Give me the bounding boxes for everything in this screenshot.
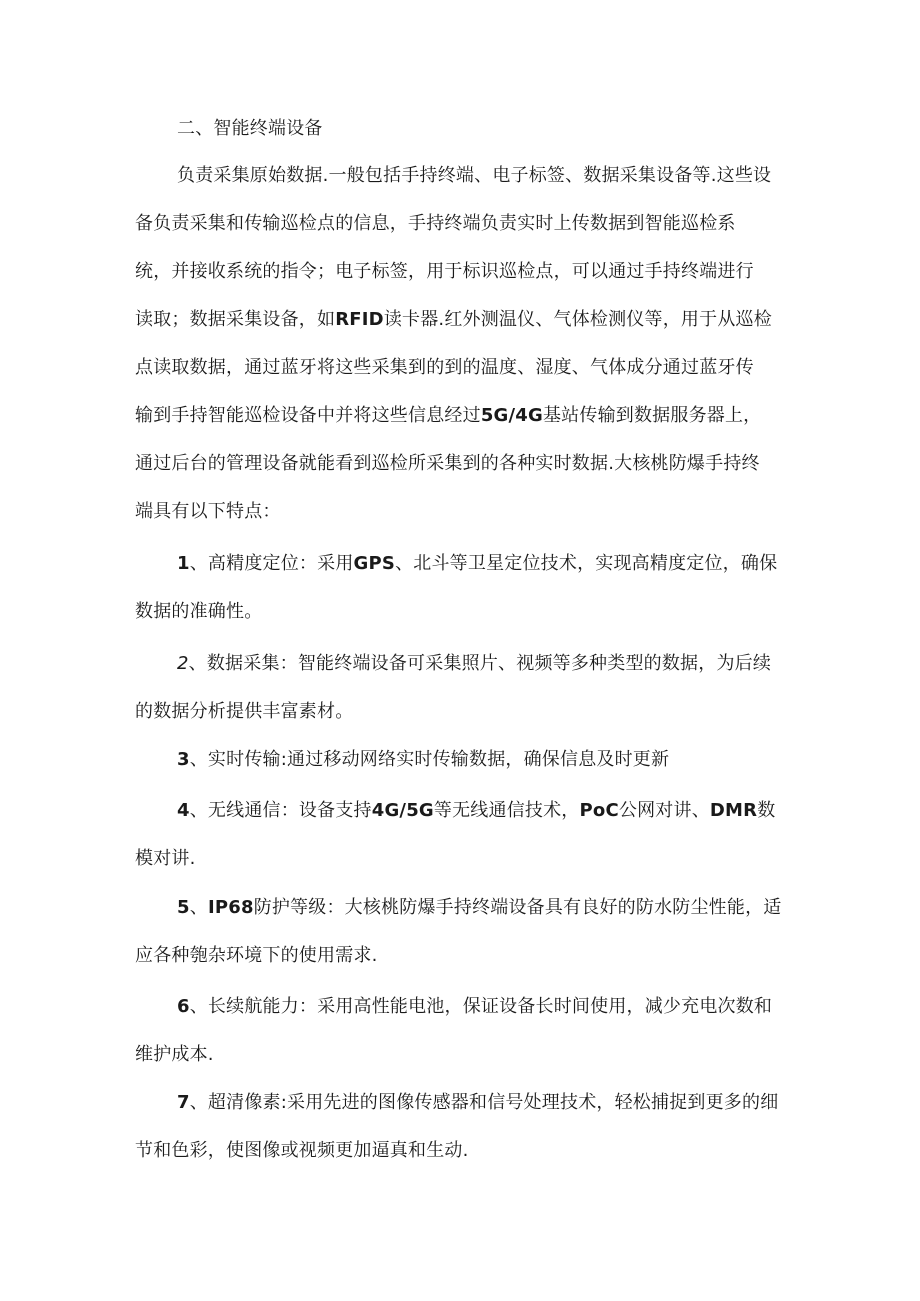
network-term-2: 4G/5G (371, 800, 434, 821)
feature-7-line-1 (177, 1091, 778, 1115)
feature-2-text-a: 、数据采集：智能终端设备可采集照片、视频等多种类型的数据，为后续 (188, 653, 772, 674)
feature-6-line-1 (177, 995, 772, 1019)
feature-7-number: 7 (177, 1092, 190, 1113)
feature-2-line-1 (177, 652, 771, 676)
intro-line-8: 端具有以下特点： (135, 501, 281, 522)
feature-6-text-a: 、长续航能力：采用高性能电池，保证设备长时间使用，减少充电次数和 (189, 996, 773, 1017)
feature-6-line-2: 维护成本. (135, 1044, 214, 1065)
rfid-term: RFID (335, 309, 384, 330)
feature-4-text-g: 数 (757, 800, 776, 821)
intro-line-5: 点读取数据，通过蓝牙将这些采集到的到的温度、湿度、气体成分通过蓝牙传 (135, 357, 754, 378)
intro-line-3: 统，并接收系统的指令；电子标签，用于标识巡检点，可以通过手持终端进行 (135, 261, 754, 282)
feature-1-number: 1 (177, 553, 190, 574)
feature-4-number: 4 (177, 800, 190, 821)
feature-2-line-2: 的数据分析提供丰富素材。 (135, 701, 354, 722)
intro-line-1: 负责采集原始数据.一般包括手持终端、电子标签、数据采集设备等.这些设 (177, 165, 772, 186)
feature-1-text-c: 、北斗等卫星定位技术，实现高精度定位，确保 (395, 553, 778, 574)
intro-line-7: 通过后台的管理设备就能看到巡检所采集到的各种实时数据.大核桃防爆手持终 (135, 453, 760, 474)
feature-4-text-c: 等无线通信技术， (433, 800, 580, 821)
intro-line-6-a: 输到手持智能巡检设备中并将这些信息经过 (135, 405, 481, 426)
feature-5-text-a: 、 (189, 897, 208, 918)
section-heading: 二、智能终端设备 (177, 118, 323, 139)
feature-4-text-e: 公网对讲、 (618, 800, 710, 821)
feature-7-line-2: 节和色彩，使图像或视频更加逼真和生动. (135, 1140, 469, 1161)
feature-5-text-c: 防护等级：大核桃防爆手持终端设备具有良好的防水防尘性能，适 (253, 897, 782, 918)
feature-4-text-a: 、无线通信：设备支持 (189, 800, 372, 821)
feature-4-line-1 (177, 799, 775, 823)
intro-line-4 (135, 308, 772, 332)
feature-5-line-1 (177, 896, 781, 920)
feature-3-text-a: 、实时传输:通过移动网络实时传输数据，确保信息及时更新 (189, 749, 670, 770)
intro-line-6-c: 基站传输到数据服务器上， (542, 405, 762, 426)
feature-2-number: 2 (177, 653, 189, 674)
network-term: 5G/4G (480, 405, 543, 426)
poc-term: PoC (579, 800, 619, 821)
gps-term: GPS (353, 553, 396, 574)
feature-6-number: 6 (177, 996, 190, 1017)
feature-4-line-2: 模对讲. (135, 848, 196, 869)
feature-5-line-2: 应各种匏杂环境下的使用需求. (135, 945, 378, 966)
feature-1-text-a: 、高精度定位：采用 (189, 553, 354, 574)
ip68-term: IP68 (207, 897, 254, 918)
feature-3-line-1 (177, 748, 669, 772)
feature-5-number: 5 (177, 897, 190, 918)
intro-line-6 (135, 404, 761, 428)
feature-3-number: 3 (177, 749, 190, 770)
feature-1-line-1 (177, 552, 777, 576)
intro-line-4-c: 读卡器.红外测温仪、气体检测仪等，用于从巡检 (383, 309, 772, 330)
intro-line-2: 备负责采集和传输巡检点的信息，手持终端负责实时上传数据到智能巡检系 (135, 213, 736, 234)
dmr-term: DMR (709, 800, 758, 821)
intro-line-4-a: 读取；数据采集设备，如 (135, 309, 336, 330)
feature-7-text-a: 、超清像素:采用先进的图像传感器和信号处理技术，轻松捕捉到更多的细 (189, 1092, 779, 1113)
feature-1-line-2: 数据的准确性。 (135, 601, 263, 622)
